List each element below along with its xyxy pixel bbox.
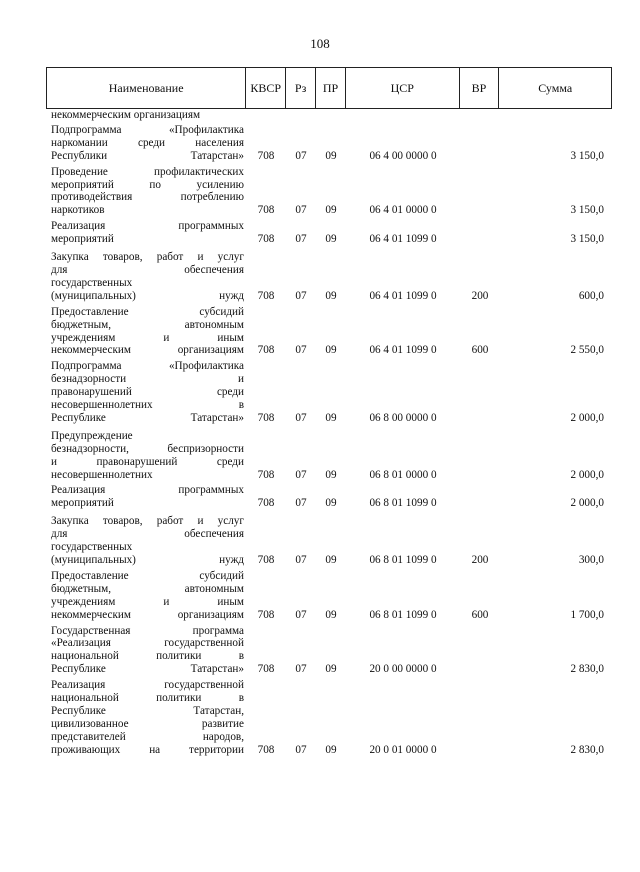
row-sum: 2 830,0	[570, 743, 604, 756]
row-name	[46, 484, 246, 510]
row-name-line: Предупреждение	[51, 429, 133, 442]
row-sum: 2 550,0	[570, 344, 604, 357]
row-rz: 07	[295, 497, 307, 510]
row-kvsr: 708	[257, 204, 275, 217]
row-name-line: Республике Татарстан»	[51, 663, 244, 676]
row-csr: 06 8 01 1099 0	[369, 554, 437, 566]
row-sum: 3 150,0	[570, 204, 604, 217]
table-row	[46, 515, 612, 567]
table-row	[46, 570, 612, 622]
row-sum: 2 000,0	[570, 468, 604, 481]
row-name-line: Реализация программных	[51, 484, 244, 497]
row-name	[46, 124, 246, 163]
row-name-line: для обеспечения	[51, 528, 244, 541]
row-csr: 20 0 00 0000 0	[369, 663, 437, 676]
table-header	[46, 67, 612, 109]
row-pr: 09	[325, 289, 337, 302]
continuation-text: некоммерческим организациям	[51, 109, 201, 121]
row-pr: 09	[325, 233, 337, 246]
row-pr: 09	[325, 344, 337, 357]
row-pr: 09	[325, 468, 337, 481]
row-kvsr: 708	[257, 149, 275, 162]
row-pr: 09	[325, 204, 337, 217]
row-name-line: проживающих на территории	[51, 743, 244, 756]
row-name	[46, 430, 246, 482]
row-name-line: мероприятий	[51, 497, 114, 510]
row-name	[46, 679, 246, 756]
row-name-line: Закупка товаров, работ и услуг	[51, 515, 244, 528]
row-name-line: национальной политики в	[51, 650, 244, 663]
table-row	[46, 625, 612, 677]
row-name	[46, 625, 246, 677]
row-rz: 07	[295, 149, 307, 162]
row-csr: 06 8 00 0000 0	[369, 411, 437, 424]
row-name	[46, 220, 246, 246]
row-name-line: Предоставление субсидий	[51, 569, 244, 582]
row-kvsr: 708	[257, 497, 275, 510]
row-rz: 07	[295, 344, 307, 357]
header-name: Наименование	[47, 68, 246, 108]
row-name-line: противодействия потреблению	[51, 191, 244, 204]
row-name-line: Подпрограмма «Профилактика	[51, 123, 244, 136]
row-csr: 06 4 00 0000 0	[369, 149, 437, 162]
row-kvsr: 708	[257, 554, 275, 566]
row-name-line: мероприятий по усилению	[51, 178, 244, 191]
header-pr: ПР	[316, 68, 346, 108]
row-name-line: бюджетным, автономным	[51, 318, 244, 331]
row-name-line: «Реализация государственной	[51, 637, 244, 650]
budget-table	[46, 67, 612, 757]
row-pr: 09	[325, 554, 337, 566]
row-sum: 2 000,0	[570, 497, 604, 510]
row-rz: 07	[295, 743, 307, 756]
row-name-line: государственных	[51, 541, 133, 554]
row-name-line: учреждениям и иным	[51, 595, 244, 608]
row-name	[46, 360, 246, 425]
row-sum: 2 830,0	[570, 663, 604, 676]
table-row	[46, 360, 612, 425]
row-name-line: Проведение профилактических	[51, 165, 244, 178]
row-kvsr: 708	[257, 743, 275, 756]
row-pr: 09	[325, 743, 337, 756]
row-name-line: безнадзорности и	[51, 373, 244, 386]
row-vr: 600	[471, 344, 489, 357]
row-name-line: Реализация программных	[51, 220, 244, 233]
row-sum: 3 150,0	[570, 149, 604, 162]
row-csr: 06 8 01 0000 0	[369, 468, 437, 481]
row-pr: 09	[325, 608, 337, 621]
table-row	[46, 124, 612, 163]
row-name-line: представителей народов,	[51, 730, 244, 743]
row-name-line: (муниципальных) нужд	[51, 289, 244, 302]
row-pr: 09	[325, 497, 337, 510]
row-pr: 09	[325, 663, 337, 676]
row-name-line: Государственная программа	[51, 624, 244, 637]
row-rz: 07	[295, 289, 307, 302]
row-kvsr: 708	[257, 289, 275, 302]
row-name-line: Республики Татарстан»	[51, 149, 244, 162]
row-csr: 06 4 01 1099 0	[369, 289, 437, 302]
header-vr: ВР	[460, 68, 500, 108]
row-rz: 07	[295, 204, 307, 217]
table-row	[46, 484, 612, 510]
row-name-line: Закупка товаров, работ и услуг	[51, 251, 244, 264]
row-csr: 06 4 01 0000 0	[369, 204, 437, 217]
row-name	[46, 166, 246, 218]
header-sum: Сумма	[538, 80, 573, 95]
row-name-line: наркотиков	[51, 204, 105, 217]
row-pr: 09	[325, 411, 337, 424]
row-name-line: Предоставление субсидий	[51, 305, 244, 318]
row-kvsr: 708	[257, 663, 275, 676]
row-rz: 07	[295, 554, 307, 566]
row-name-line: (муниципальных) нужд	[51, 554, 244, 566]
row-vr: 200	[471, 289, 489, 302]
row-csr: 06 8 01 1099 0	[369, 497, 437, 510]
row-sum: 600,0	[578, 289, 604, 302]
row-name-line: Республике Татарстан,	[51, 704, 244, 717]
row-name-line: Республике Татарстан»	[51, 411, 244, 424]
header-kvsr: КВСР	[246, 68, 286, 108]
header-rz: Рз	[286, 68, 316, 108]
row-name-line: правонарушений среди	[51, 386, 244, 399]
table-row	[46, 251, 612, 303]
row-rz: 07	[295, 468, 307, 481]
row-name	[46, 251, 246, 303]
table-row	[46, 220, 612, 246]
table-row	[46, 306, 612, 358]
row-name-line: для обеспечения	[51, 263, 244, 276]
row-rz: 07	[295, 411, 307, 424]
row-name-line: национальной политики в	[51, 692, 244, 705]
row-pr: 09	[325, 149, 337, 162]
table-row	[46, 430, 612, 482]
table-body	[46, 124, 612, 757]
row-name-line: и правонарушений среди	[51, 455, 244, 468]
row-name-line: наркомании среди населения	[51, 136, 244, 149]
row-sum: 300,0	[578, 554, 604, 566]
row-sum: 2 000,0	[570, 411, 604, 424]
row-name-line: учреждениям и иным	[51, 331, 244, 344]
row-rz: 07	[295, 663, 307, 676]
row-name-line: безнадзорности, беспризорности	[51, 442, 244, 455]
row-csr: 06 8 01 1099 0	[369, 608, 437, 621]
row-kvsr: 708	[257, 344, 275, 357]
row-name	[46, 306, 246, 358]
row-vr: 600	[471, 608, 489, 621]
row-rz: 07	[295, 608, 307, 621]
row-name	[46, 515, 246, 567]
row-name-line: бюджетным, автономным	[51, 582, 244, 595]
row-name-line: некоммерческим организациям	[51, 608, 244, 621]
row-csr: 20 0 01 0000 0	[369, 743, 437, 756]
table-row	[46, 166, 612, 218]
row-kvsr: 708	[257, 411, 275, 424]
row-kvsr: 708	[257, 468, 275, 481]
header-csr: ЦСР	[346, 68, 460, 108]
row-sum: 3 150,0	[570, 233, 604, 246]
row-kvsr: 708	[257, 233, 275, 246]
row-csr: 06 4 01 1099 0	[369, 233, 437, 246]
row-name	[46, 570, 246, 622]
row-name-line: Подпрограмма «Профилактика	[51, 360, 244, 373]
row-sum: 1 700,0	[570, 608, 604, 621]
row-name-line: государственных	[51, 276, 133, 289]
row-name-line: Реализация государственной	[51, 679, 244, 692]
row-vr: 200	[471, 554, 489, 566]
row-name-line: некоммерческим организациям	[51, 344, 244, 357]
row-kvsr: 708	[257, 608, 275, 621]
row-name-line: несовершеннолетних в	[51, 399, 244, 412]
row-name-line: несовершеннолетних	[51, 468, 153, 481]
page-number: 108	[310, 36, 330, 51]
row-name-line: цивилизованное развитие	[51, 717, 244, 730]
table-row	[46, 679, 612, 756]
row-csr: 06 4 01 1099 0	[369, 344, 437, 357]
row-rz: 07	[295, 233, 307, 246]
row-name-line: мероприятий	[51, 233, 114, 246]
